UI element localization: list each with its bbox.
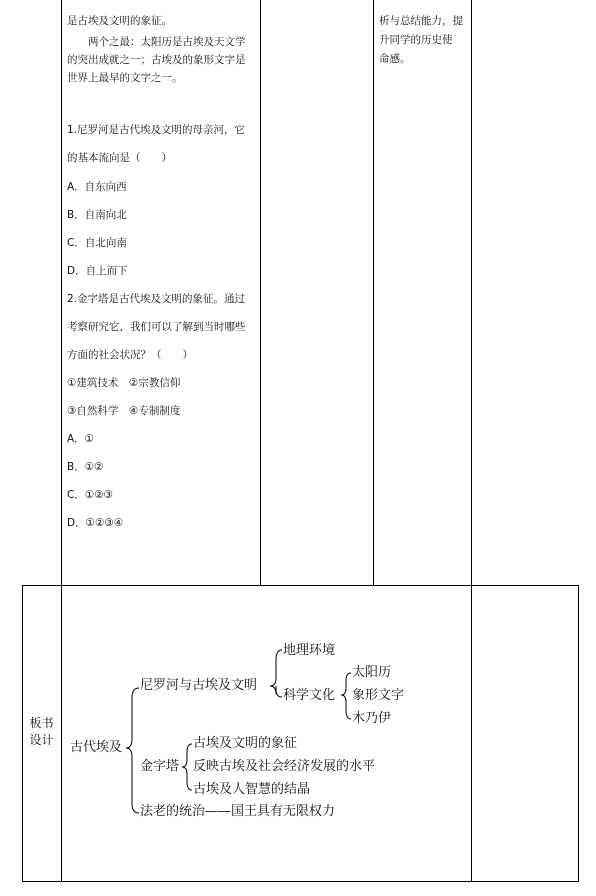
board-branch-pyramid: 金字塔 — [140, 759, 180, 774]
question-1-option: B．自南向北 — [67, 209, 127, 221]
row-label-line: 设计 — [29, 733, 54, 747]
question-2-line: 考察研究它，我们可以了解到当时哪些 — [67, 321, 246, 333]
brace — [270, 650, 282, 697]
question-2-option: B．①② — [67, 461, 104, 473]
question-1-option: A．自东向西 — [67, 181, 127, 193]
question-2-line: 方面的社会状况？（ ） — [67, 349, 193, 361]
board-leaf: 太阳历 — [352, 665, 392, 680]
brace — [126, 688, 139, 813]
question-2-option: A．① — [67, 433, 95, 445]
board-branch-nile: 尼罗河与古埃及文明 — [140, 678, 258, 693]
question-2-option: C．①②③ — [67, 489, 114, 501]
board-branch-pharaoh: 法老的统治——国王具有无限权力 — [140, 804, 336, 819]
intent-line: 析与总结能力，提 — [379, 15, 463, 27]
content-line: 两个之最：太阳历是古埃及天文学 — [67, 36, 246, 48]
brace — [341, 673, 351, 719]
question-1-option: C．自北向南 — [67, 237, 127, 249]
board-node-science: 科学文化 — [283, 688, 336, 703]
board-node-geo: 地理环境 — [283, 643, 336, 658]
question-2-item: ①建筑技术 ②宗教信仰 — [67, 377, 181, 389]
question-2-option: D．①②③④ — [67, 517, 124, 529]
row-label-line: 板书 — [29, 716, 54, 730]
board-leaf: 古埃及人智慧的结晶 — [193, 782, 311, 797]
board-leaf: 木乃伊 — [352, 711, 392, 726]
content-line: 的突出成就之一；古埃及的象形文字是 — [67, 54, 246, 66]
board-root: 古代埃及 — [70, 740, 123, 755]
content-line: 是古埃及文明的象征。 — [67, 15, 172, 27]
brace — [182, 744, 192, 790]
intent-line: 命感。 — [379, 53, 411, 65]
board-leaf: 象形文字 — [352, 688, 405, 703]
board-leaf: 反映古埃及社会经济发展的水平 — [193, 759, 376, 774]
question-2-line: 2.金字塔是古代埃及文明的象征。通过 — [67, 293, 246, 305]
board-leaf: 古埃及文明的象征 — [193, 736, 298, 751]
question-1-line: 1.尼罗河是古代埃及文明的母亲河，它 — [67, 124, 246, 136]
question-1-option: D．自上而下 — [67, 265, 128, 277]
question-1-line: 的基本流向是（ ） — [67, 152, 172, 164]
content-line: 世界上最早的文字之一。 — [67, 72, 183, 84]
question-2-item: ③自然科学 ④专制制度 — [67, 405, 181, 417]
intent-line: 升同学的历史使 — [379, 34, 453, 46]
